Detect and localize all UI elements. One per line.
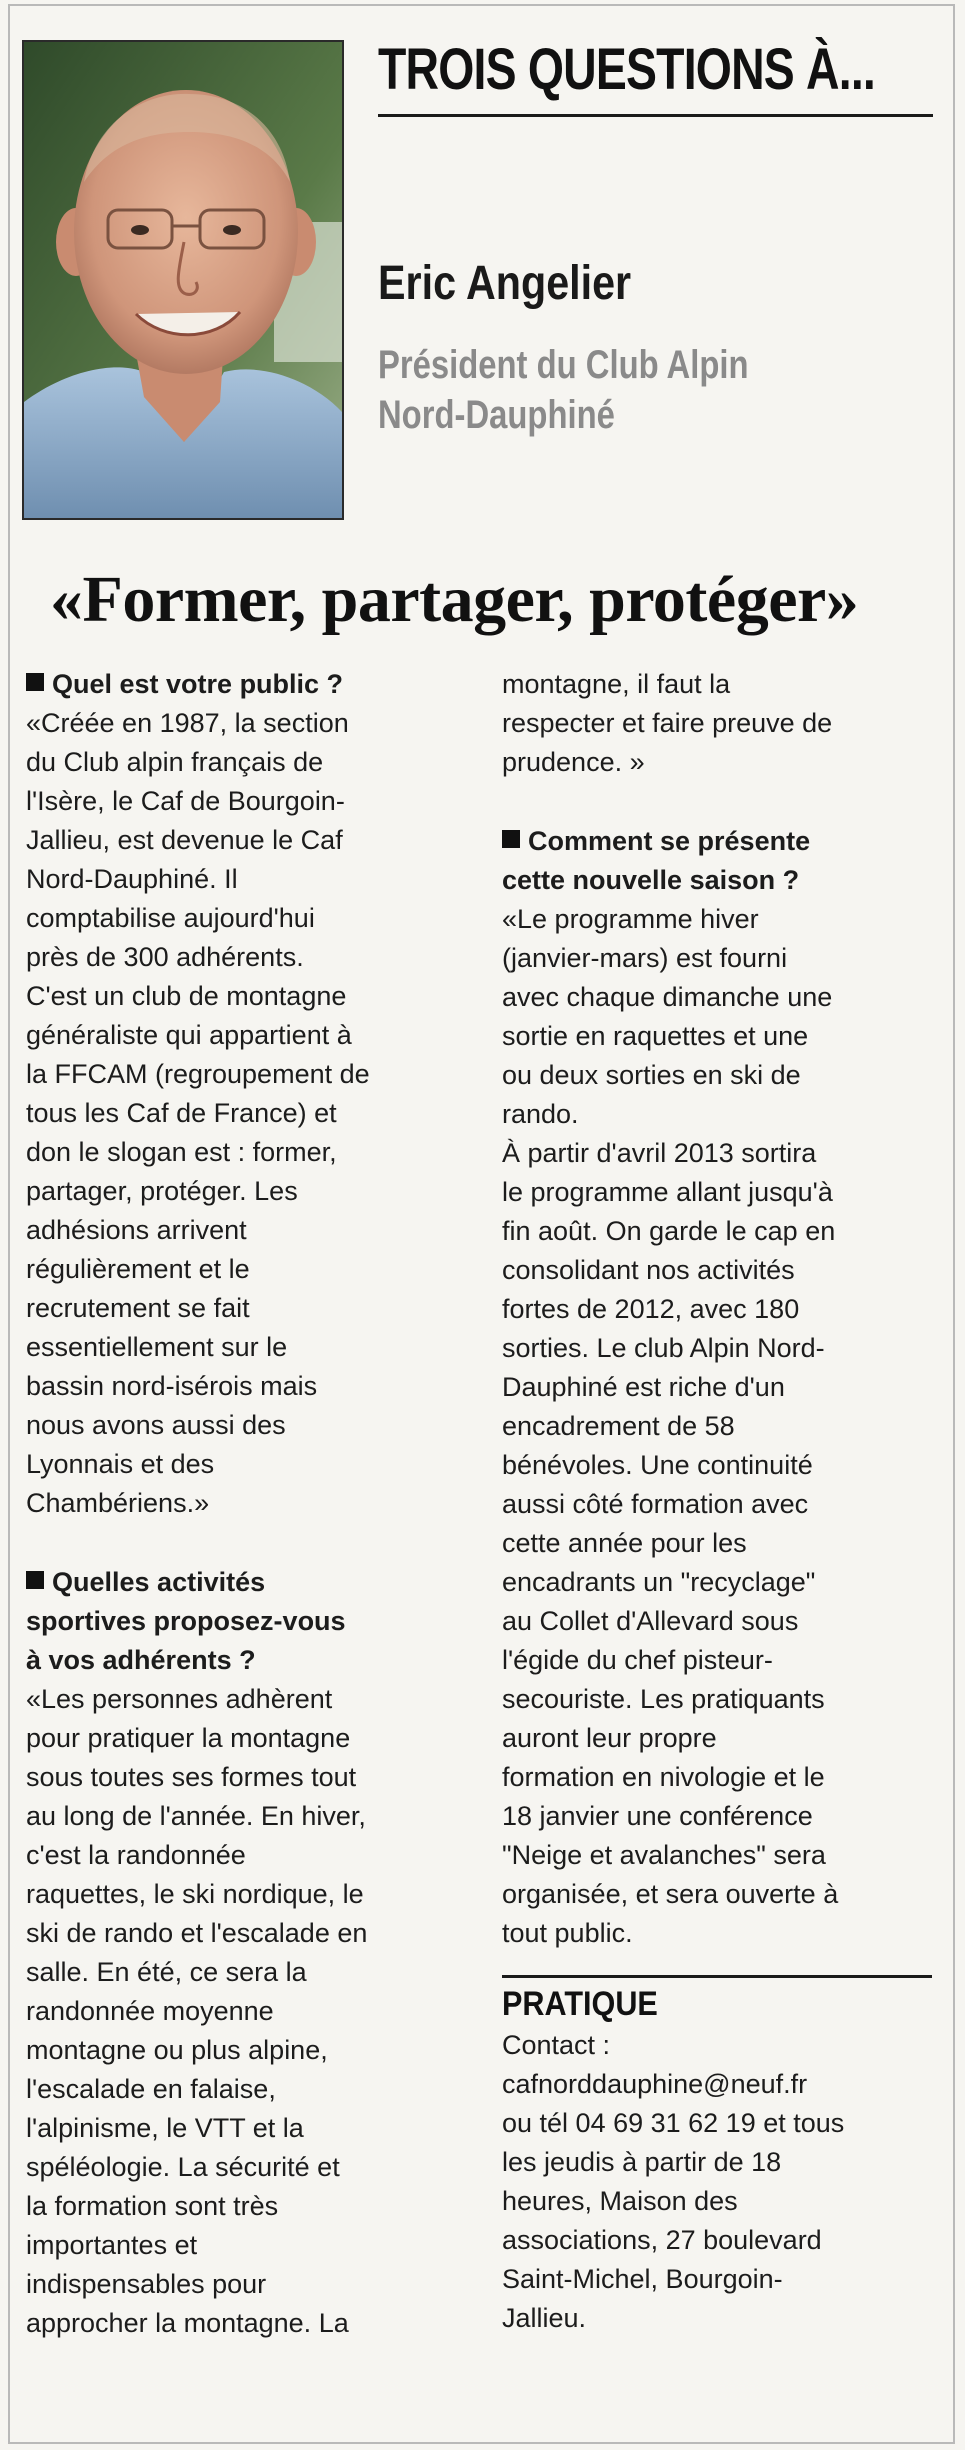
section-title: TROIS QUESTIONS À... — [378, 37, 876, 102]
question-heading — [502, 822, 932, 900]
interviewee-role — [378, 340, 749, 440]
answer-3: «Le programme hiver (janvier-mars) est fourni avec chaque dimanche une sortie en raquettes et une ou deux sorties en ski de rando. — [502, 904, 833, 1129]
article-headline: «Former, partager, protéger» — [50, 563, 859, 636]
question-heading — [26, 665, 466, 704]
pratique-title: PRATIQUE — [502, 1985, 658, 2023]
bullet-square-icon — [26, 1571, 44, 1589]
answer-2: «Les personnes adhèrent pour pratiquer la montagne sous toutes ses formes tout au long de l'année. En hiver, c'est la randonnée raquettes, le ski nordique, le ski de rando et l'escalade en salle. En été, ce sera la randonnée moyenne montagne ou plus alpine, l'escalade en falaise, l'alpinisme, le VTT et la spéléologie. La sécurité et la formation sont très importantes et indispensables pour approcher la montagne. La — [26, 1684, 368, 2338]
bullet-square-icon — [26, 673, 44, 691]
answer-2-continued: montagne, il faut la respecter et faire preuve de prudence. » — [502, 669, 833, 777]
question-2-text: Quelles activités sportives proposez-vous à vos adhérents ? — [26, 1567, 346, 1675]
portrait-illustration — [24, 42, 342, 518]
interviewee-name: Eric Angelier — [378, 257, 632, 310]
question-heading — [26, 1563, 466, 1680]
bullet-square-icon — [502, 830, 520, 848]
answer-3-part-2: À partir d'avril 2013 sortira le programme allant jusqu'à fin août. On garde le cap en consolidant nos activités fortes de 2012, avec 180 sorties. Le club Alpin Nord- Dauphiné est riche d'un encadrement de 58 bénévoles. Une continuité aussi côté formation avec cette année pour les encadrants un "recyclage" au Collet d'Allevard sous l'égide du chef pisteur- secouriste. Les pratiquants auront leur propre formation en nivologie et le 18 janvier une conférence "Neige et avalanches" sera organisée, et sera ouverte à tout public. — [502, 1138, 839, 1948]
right-column — [502, 665, 932, 2338]
left-column — [26, 665, 466, 2343]
question-1-text: Quel est votre public ? — [52, 669, 344, 699]
role-line-1: Président du Club Alpin — [378, 343, 749, 387]
spacer — [26, 1523, 466, 1563]
spacer — [502, 782, 932, 822]
header-divider — [378, 114, 933, 117]
pratique-divider — [502, 1975, 932, 1978]
answer-1: «Créée en 1987, la section du Club alpin français de l'Isère, le Caf de Bourgoin- Jallieu, est devenue le Caf Nord-Dauphiné. Il comptabilise aujourd'hui près de 300 adhérents. C'est un club de montagne généraliste qui appartient à la FFCAM (regroupement de tous les Caf de France) et don le slogan est : former, partager, protéger. Les adhésions arrivent régulièrement et le recrutement se fait essentiellement sur le bassin nord-isérois mais nous avons aussi des Lyonnais et des Chambériens.» — [26, 708, 370, 1518]
role-line-2: Nord-Dauphiné — [378, 393, 615, 437]
question-3-text: Comment se présente cette nouvelle saison ? — [502, 826, 811, 895]
portrait-photo — [22, 40, 344, 520]
pratique-text: Contact : cafnorddauphine@neuf.fr ou tél 04 69 31 62 19 et tous les jeudis à partir de 18 heures, Maison des associations, 27 boulevard Saint-Michel, Bourgoin- Jallieu. — [502, 2030, 845, 2333]
